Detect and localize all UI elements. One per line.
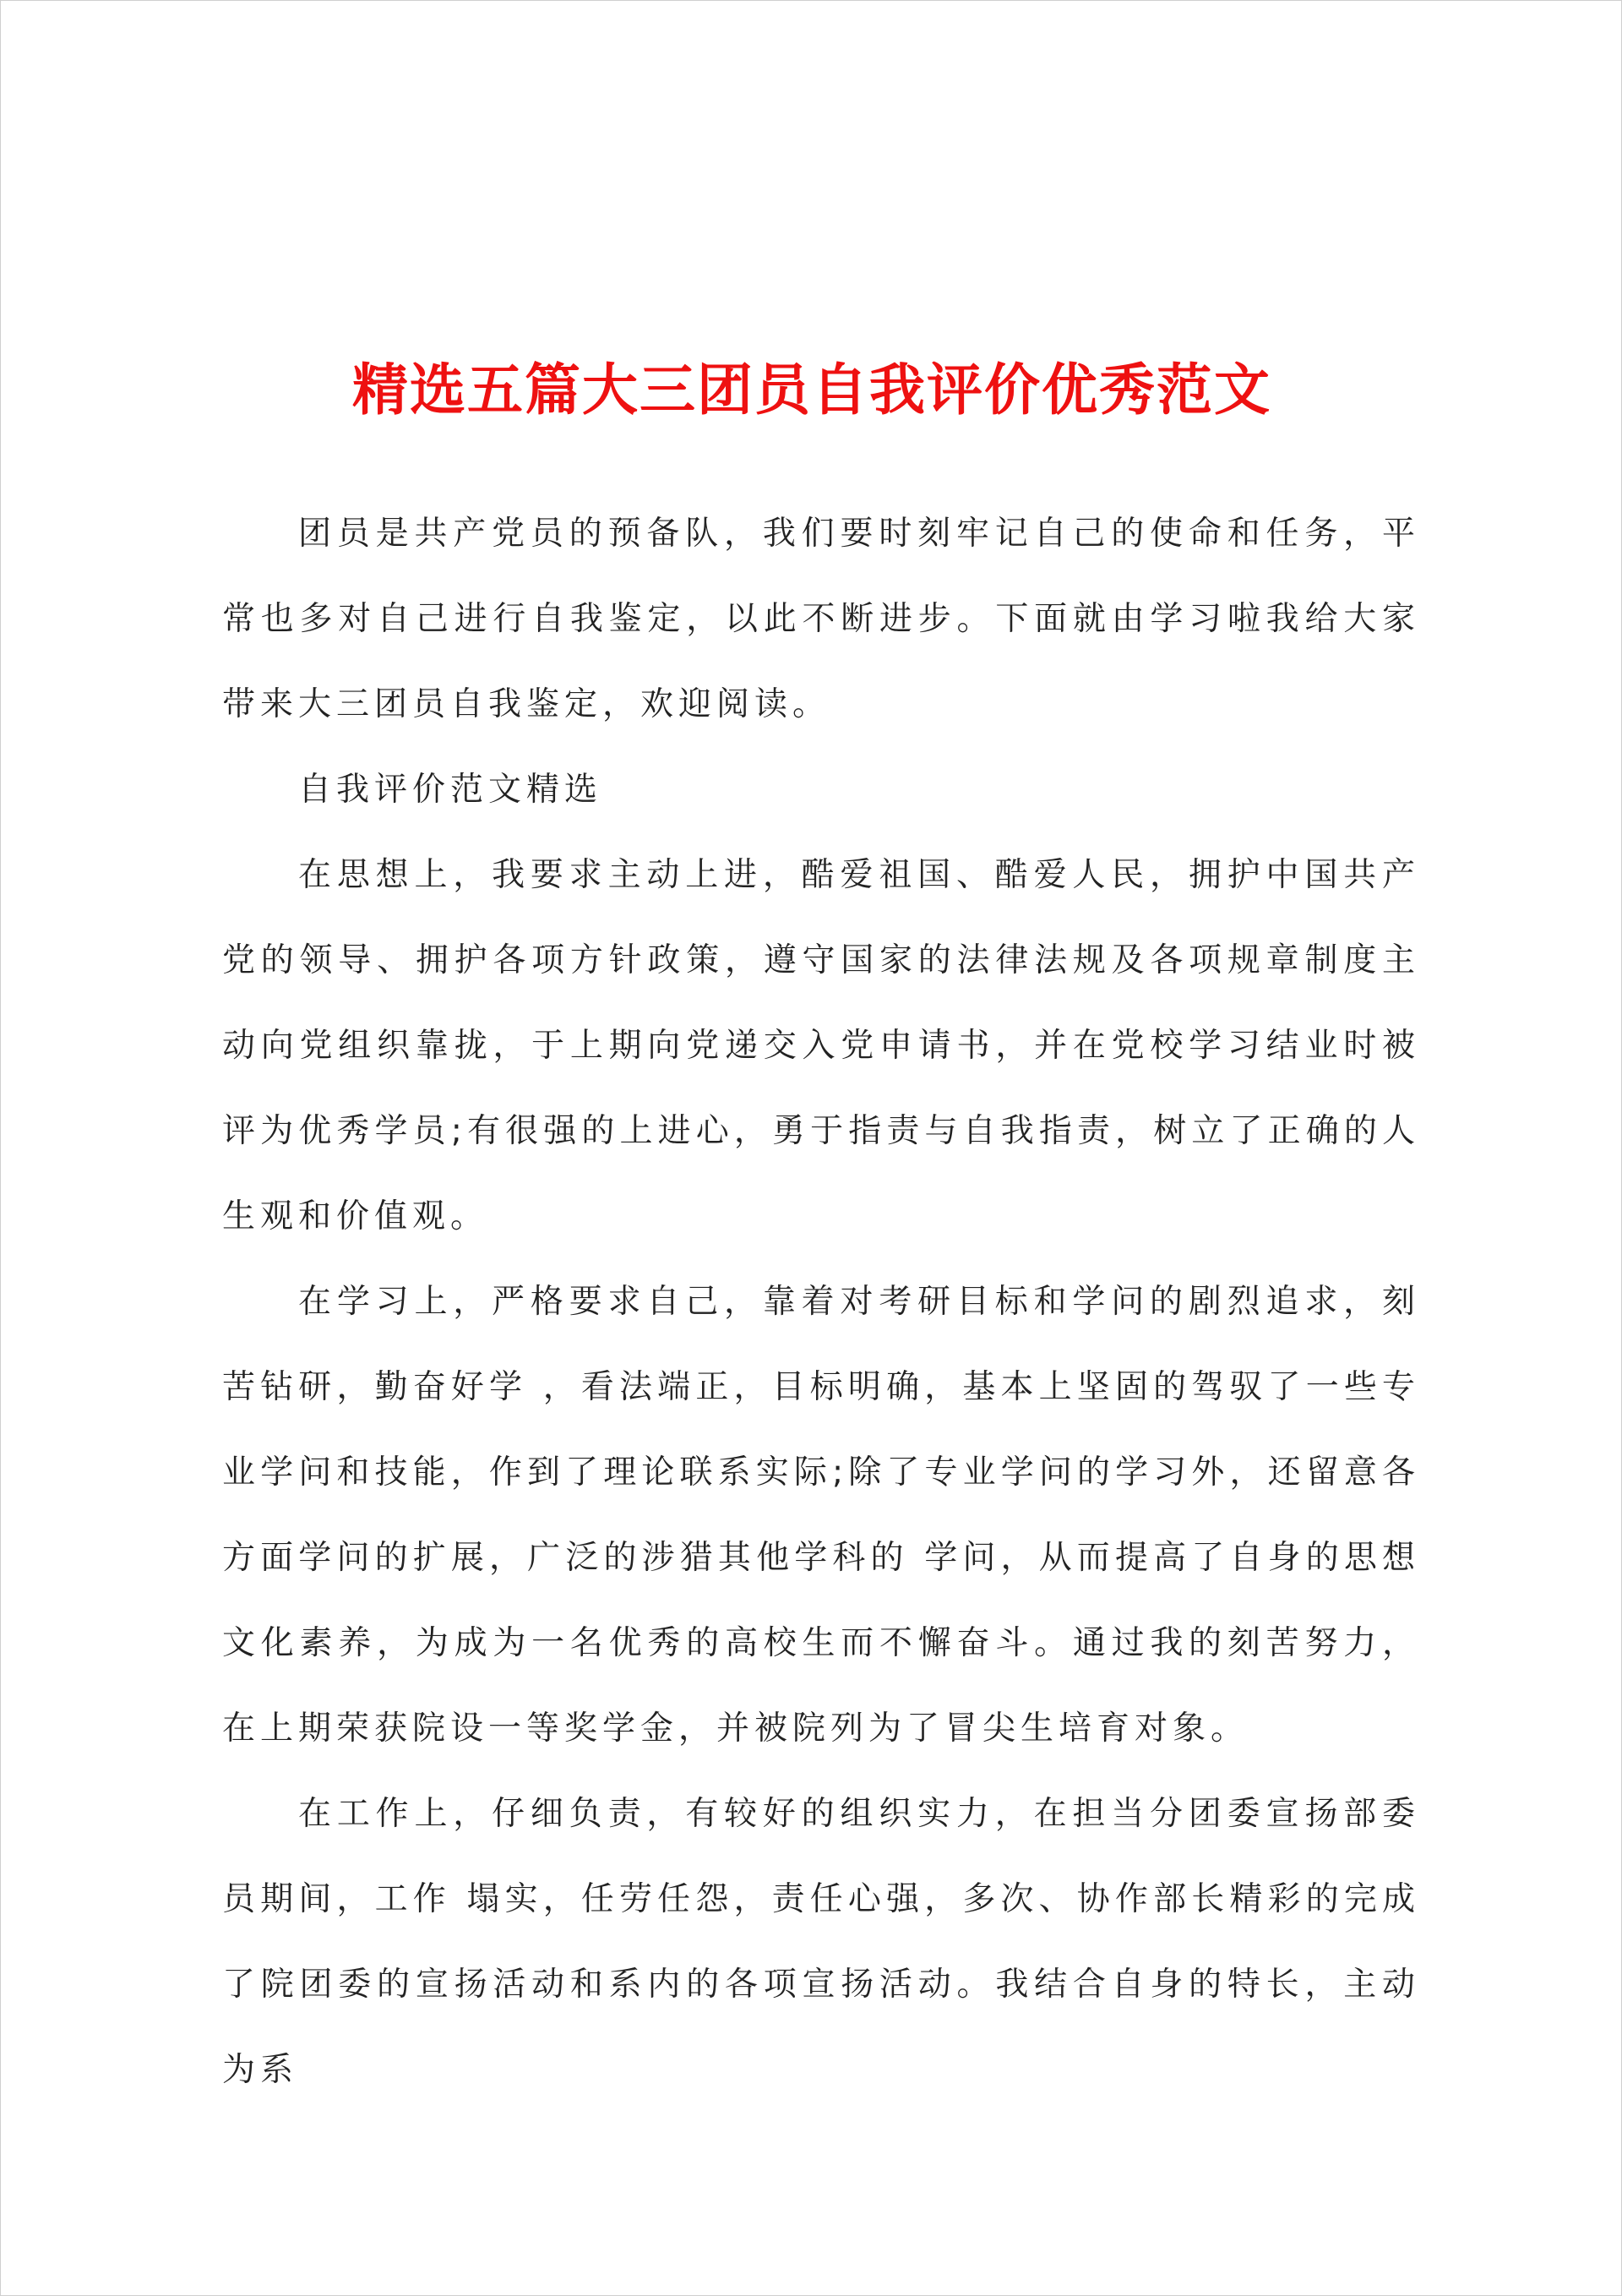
paragraph-work: 在工作上，仔细负责，有较好的组织实力，在担当分团委宣扬部委员期间，工作 塌实，任劳任怨，责任心强，多次、协作部长精彩的完成了院团委的宣扬活动和系内的各项宣扬活动。我结合自身的特长，主动为系 (222, 1795, 1420, 2089)
document-title: 精选五篇大三团员自我评价优秀范文 (352, 357, 1271, 423)
intro-paragraph: 团员是共产党员的预备队，我们要时刻牢记自己的使命和任务，平常也多对自己进行自我鉴定，以此不断进步。下面就由学习啦我给大家带来大三团员自我鉴定，欢迎阅读。 (222, 515, 1420, 723)
section-heading: 自我评价范文精选 (298, 771, 603, 809)
paragraph-study: 在学习上，严格要求自己，靠着对考研目标和学问的剧烈追求，刻苦钻研，勤奋好学 ，看法端正，目标明确，基本上坚固的驾驭了一些专业学问和技能，作到了理论联系实际;除了专业学问的学习外，还留意各方面学问的扩展，广泛的涉猎其他学科的 学问，从而提高了自身的思想文化素养，为成为一名优秀的高校生而不懈奋斗。通过我的刻苦努力，在上期荣获院设一等奖学金，并被院列为了冒尖生培育对象。 (222, 1283, 1420, 1748)
document-body (222, 491, 1420, 2113)
paragraph-thought: 在思想上，我要求主动上进，酷爱祖国、酷爱人民，拥护中国共产党的领导、拥护各项方针政策，遵守国家的法律法规及各项规章制度主动向党组织靠拢，于上期向党递交入党申请书，并在党校学习结业时被评为优秀学员;有很强的上进心，勇于指责与自我指责，树立了正确的人生观和价值观。 (222, 856, 1420, 1235)
